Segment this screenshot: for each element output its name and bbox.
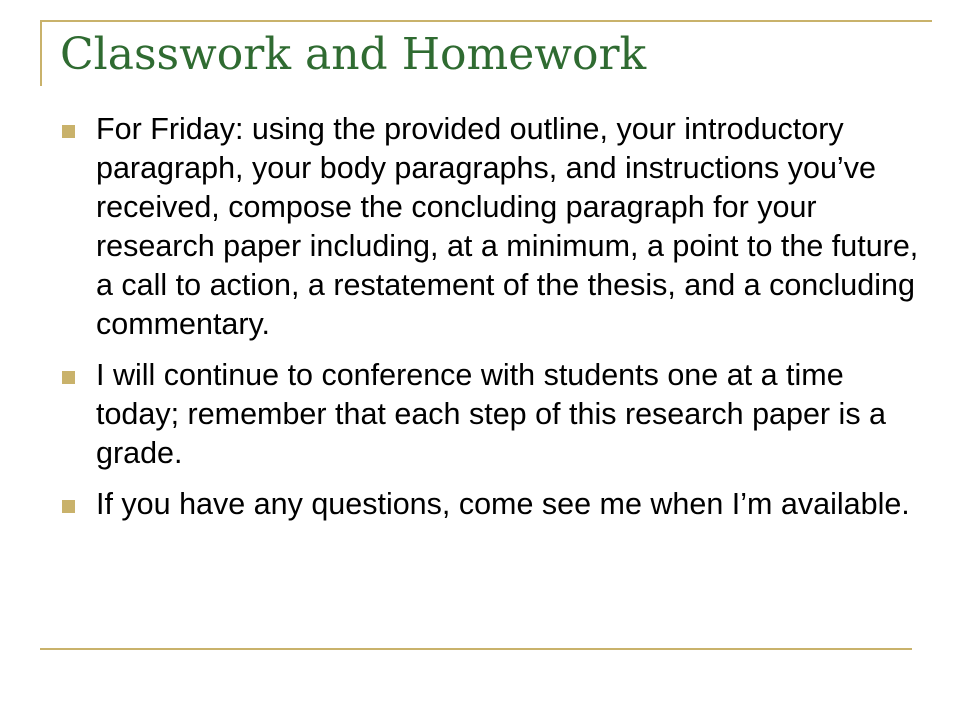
bottom-rule bbox=[40, 648, 912, 650]
square-bullet-icon bbox=[62, 125, 75, 138]
left-rule bbox=[40, 20, 42, 86]
bullet-item bbox=[62, 356, 932, 473]
slide-title: Classwork and Homework bbox=[60, 29, 647, 80]
square-bullet-icon bbox=[62, 500, 75, 513]
bullet-item bbox=[62, 485, 932, 524]
bullet-list bbox=[62, 110, 932, 536]
bullet-text: For Friday: using the provided outline, your introductory paragraph, your body paragraphs, and instructions you’ve received, compose the concluding paragraph for your research paper including, at a minimum, a point to the future, a call to action, a restatement of the thesis, and a concluding commentary. bbox=[96, 112, 919, 341]
bullet-text: I will continue to conference with students one at a time today; remember that each step of this research paper is a grade. bbox=[96, 358, 887, 470]
top-rule bbox=[40, 20, 932, 22]
square-bullet-icon bbox=[62, 371, 75, 384]
bullet-item bbox=[62, 110, 932, 344]
bullet-text: If you have any questions, come see me when I’m available. bbox=[96, 487, 910, 521]
